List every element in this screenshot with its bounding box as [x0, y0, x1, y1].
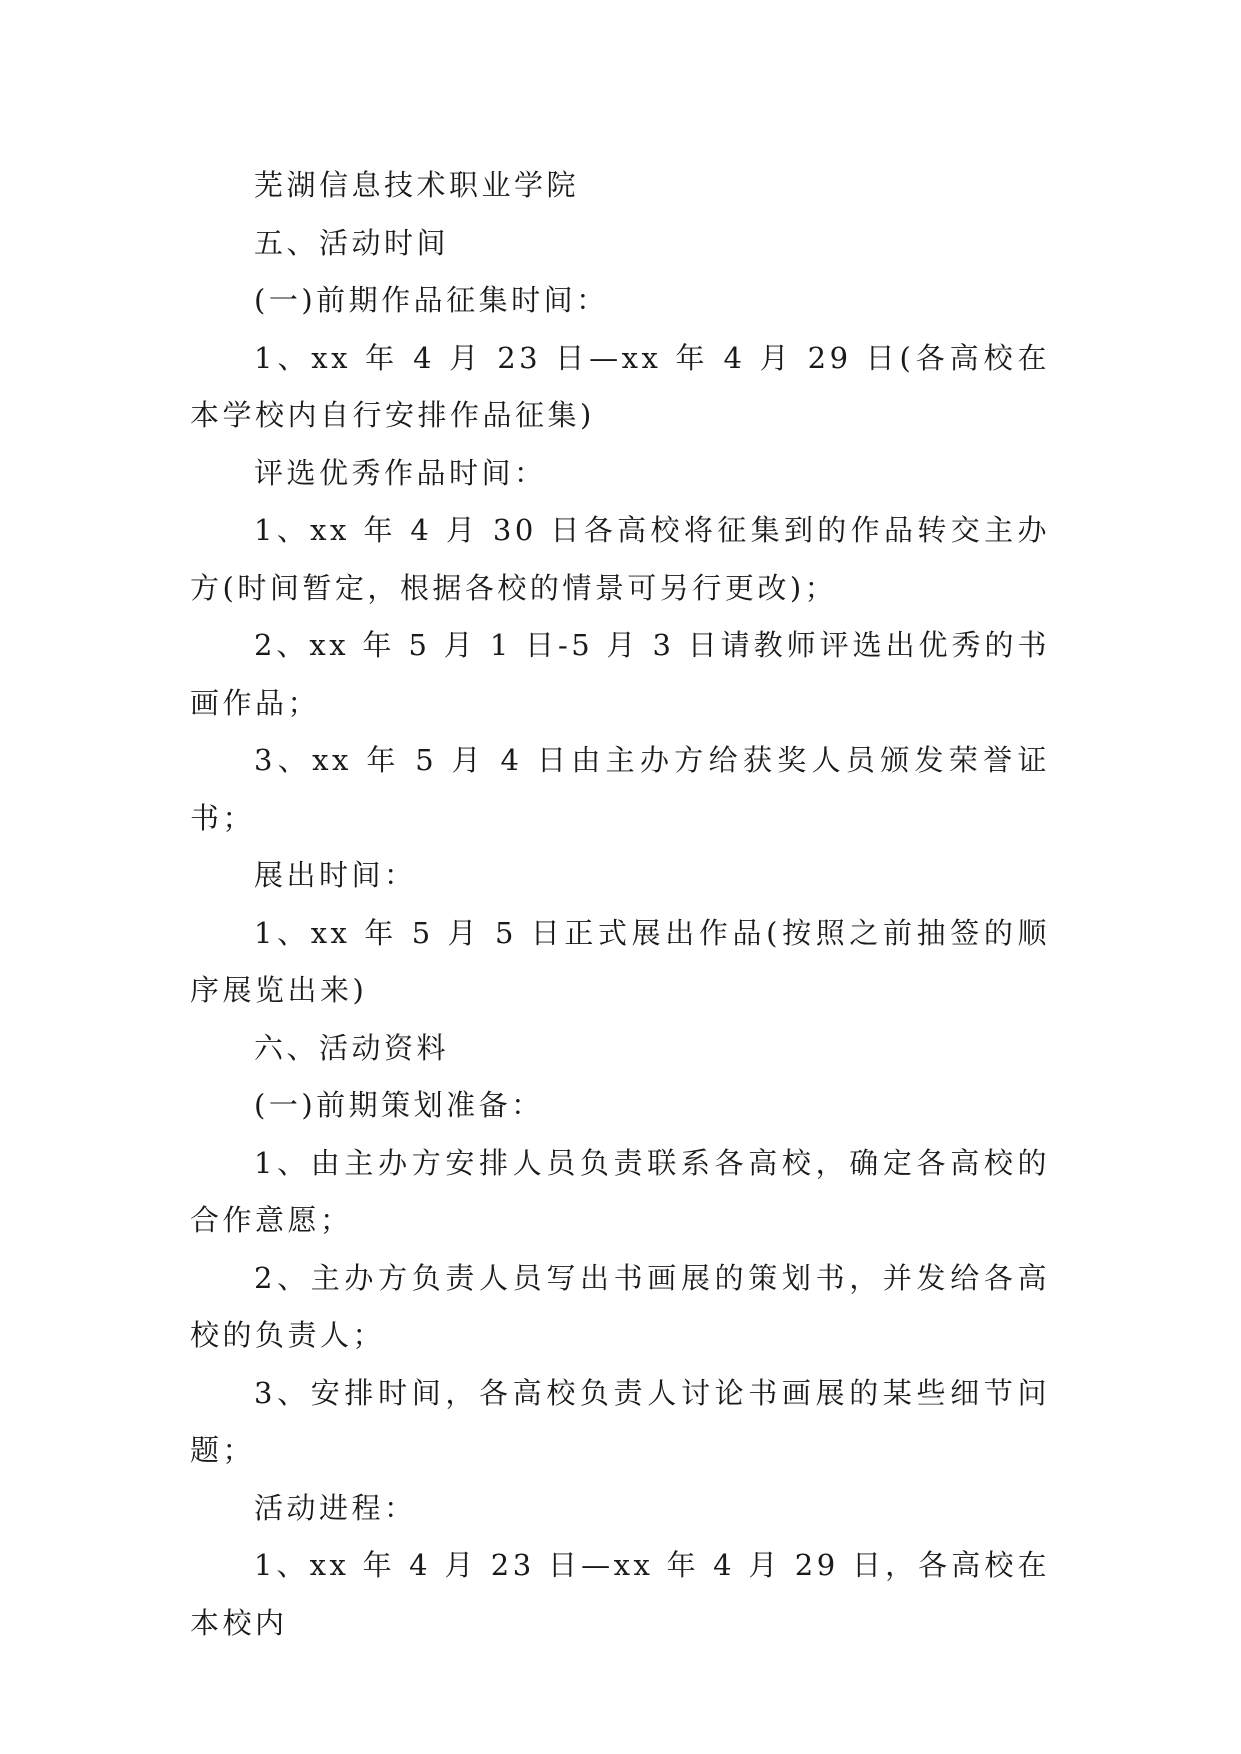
paragraph-planning-item-3: 3、安排时间，各高校负责人讨论书画展的某些细节问题；	[190, 1375, 1050, 1467]
subheading-activity-progress: 活动进程：	[254, 1490, 417, 1525]
subheading-selection-time: 评选优秀作品时间：	[254, 455, 547, 490]
subheading-planning-preparation: (一)前期策划准备：	[254, 1088, 544, 1122]
paragraph-selection-item-3: 3、xx 年 5 月 4 日由主办方给获奖人员颁发荣誉证书；	[190, 743, 1050, 835]
paragraph-planning-item-1: 1、由主办方安排人员负责联系各高校，确定各高校的合作意愿；	[190, 1145, 1050, 1237]
paragraph-progress-item-1: 1、xx 年 4 月 23 日—xx 年 4 月 29 日，各高校在本校内	[190, 1548, 1050, 1640]
section-heading-activity-time: 五、活动时间	[254, 225, 450, 260]
document-body	[190, 157, 1050, 1652]
subheading-exhibition-time: 展出时间：	[254, 858, 417, 892]
subheading-collection-time: (一)前期作品征集时间：	[254, 283, 609, 317]
paragraph-selection-item-2: 2、xx 年 5 月 1 日-5 月 3 日请教师评选出优秀的书画作品；	[190, 628, 1050, 720]
paragraph-selection-item-1: 1、xx 年 4 月 30 日各高校将征集到的作品转交主办方(时间暂定，根据各校的情景可另行更改)；	[190, 513, 1050, 605]
paragraph-exhibition-item-1: 1、xx 年 5 月 5 日正式展出作品(按照之前抽签的顺序展览出来)	[190, 915, 1050, 1007]
paragraph-collection-item-1: 1、xx 年 4 月 23 日—xx 年 4 月 29 日(各高校在本学校内自行安排作品征集)	[190, 340, 1050, 432]
paragraph-planning-item-2: 2、主办方负责人员写出书画展的策划书，并发给各高校的负责人；	[190, 1260, 1050, 1352]
section-heading-activity-materials: 六、活动资料	[254, 1030, 450, 1065]
paragraph-school-name: 芜湖信息技术职业学院	[254, 168, 580, 202]
